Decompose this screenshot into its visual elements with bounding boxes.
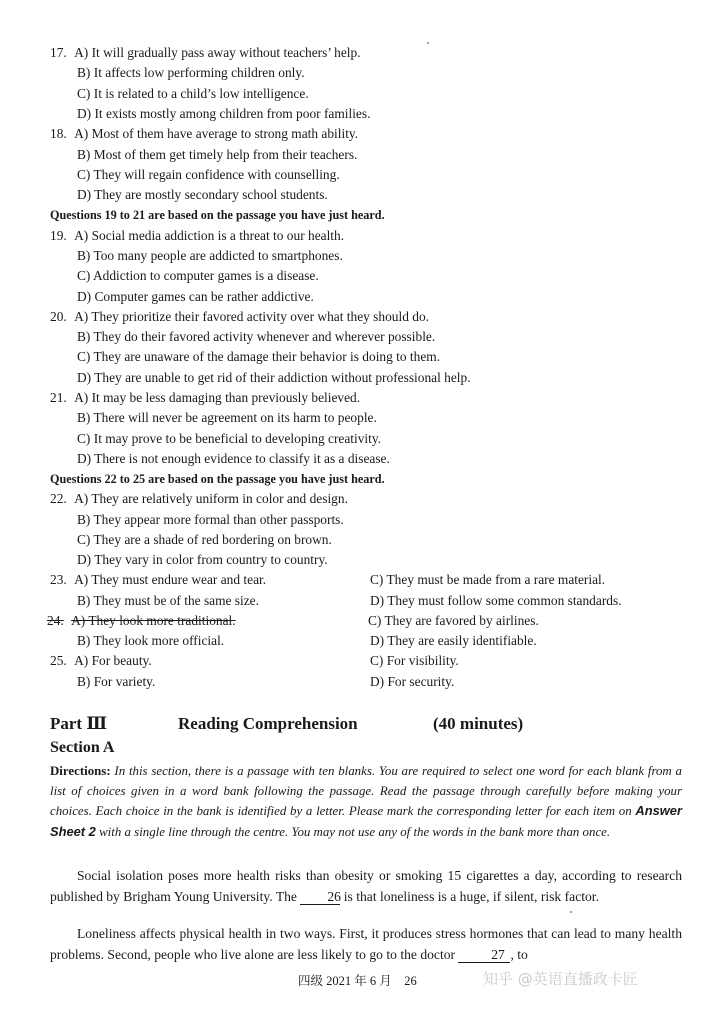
question-number: 25. bbox=[50, 653, 67, 668]
option-a: A) They must endure wear and tear. bbox=[74, 572, 267, 587]
question-number: 17. bbox=[50, 45, 67, 60]
option-c: C) It may prove to be beneficial to developing creativity. bbox=[77, 431, 382, 446]
passage-paragraph-2: Loneliness affects physical health in two ways. First, it produces stress hormones that can lead to many health problems. Second, people who live alone are less likely to go to the doctor 27 , to bbox=[50, 926, 682, 962]
option-c: C) For visibility. bbox=[370, 653, 459, 668]
option-b: B) They must be of the same size. bbox=[77, 593, 259, 608]
option-c: C) They must be made from a rare material. bbox=[370, 572, 606, 587]
question-number: 24. bbox=[47, 613, 64, 628]
directions bbox=[50, 761, 682, 842]
question-number: 23. bbox=[50, 572, 67, 587]
question-19 bbox=[50, 227, 344, 245]
option-a: A) They prioritize their favored activity over what they should do. bbox=[74, 309, 429, 324]
option-d: D) They are easily identifiable. bbox=[370, 633, 537, 648]
directions-text-end: with a single line through the centre. You may not use any of the words in the bank more than once. bbox=[95, 824, 611, 839]
option-d: D) They are unable to get rid of their addiction without professional help. bbox=[77, 370, 471, 385]
question-17 bbox=[50, 44, 361, 62]
option-d: D) They vary in color from country to country. bbox=[77, 552, 328, 567]
page-footer: 四级 2021 年 6 月 26 bbox=[298, 974, 417, 988]
option-a: A) Social media addiction is a threat to our health. bbox=[74, 228, 345, 243]
option-b: B) Most of them get timely help from their teachers. bbox=[77, 147, 358, 162]
option-c: C) It is related to a child’s low intelligence. bbox=[77, 86, 309, 101]
question-21 bbox=[50, 389, 360, 407]
scan-speck bbox=[570, 911, 572, 913]
option-d: D) Computer games can be rather addictive. bbox=[77, 289, 314, 304]
questions-19-21-heading: Questions 19 to 21 are based on the passage you have just heard. bbox=[50, 208, 385, 222]
directions-text: In this section, there is a passage with ten blanks. You are required to select one word for each blank from a list of choices given in a word bank following the passage. Read the passage through carefully before making your choices. Each choice in the bank is identified by a letter. Please mark the corresponding letter for each item on bbox=[50, 764, 682, 819]
option-c: C) They are a shade of red bordering on brown. bbox=[77, 532, 332, 547]
question-number: 22. bbox=[50, 491, 67, 506]
option-b: B) For variety. bbox=[77, 674, 156, 689]
question-18 bbox=[50, 125, 358, 143]
part-heading bbox=[50, 714, 524, 734]
option-d: D) For security. bbox=[370, 674, 455, 689]
option-b: B) They look more official. bbox=[77, 633, 225, 648]
section-heading: Section A bbox=[50, 739, 115, 756]
question-22 bbox=[50, 490, 348, 508]
option-a: A) They look more traditional. bbox=[71, 613, 236, 628]
questions-22-25-heading: Questions 22 to 25 are based on the passage you have just heard. bbox=[50, 472, 385, 486]
option-b: B) Too many people are addicted to smartphones. bbox=[77, 248, 343, 263]
option-a: A) It will gradually pass away without teachers’ help. bbox=[74, 45, 361, 60]
part-title: Reading Comprehension bbox=[178, 714, 358, 733]
option-d: D) They are mostly secondary school students. bbox=[77, 187, 328, 202]
question-25 bbox=[50, 652, 152, 670]
question-number: 19. bbox=[50, 228, 67, 243]
question-23 bbox=[50, 571, 266, 589]
question-number: 21. bbox=[50, 390, 67, 405]
answer-sheet-ref: Answer Sheet 2 bbox=[50, 803, 682, 839]
option-b: B) It affects low performing children only. bbox=[77, 65, 305, 80]
option-d: D) There is not enough evidence to classify it as a disease. bbox=[77, 451, 390, 466]
option-a: A) They are relatively uniform in color and design. bbox=[74, 491, 348, 506]
option-c: C) They are unaware of the damage their behavior is doing to them. bbox=[77, 349, 441, 364]
option-c: C) They will regain confidence with counselling. bbox=[77, 167, 340, 182]
option-b: B) They appear more formal than other passports. bbox=[77, 512, 344, 527]
question-24 bbox=[47, 612, 236, 630]
option-c: C) They are favored by airlines. bbox=[368, 613, 539, 628]
question-number: 18. bbox=[50, 126, 67, 141]
directions-label: Directions: bbox=[50, 764, 111, 778]
question-number: 20. bbox=[50, 309, 67, 324]
option-a: A) Most of them have average to strong math ability. bbox=[74, 126, 359, 141]
option-d: D) It exists mostly among children from poor families. bbox=[77, 106, 371, 121]
part-label: Part Ⅲ bbox=[50, 714, 108, 733]
option-b: B) They do their favored activity whenever and wherever possible. bbox=[77, 329, 436, 344]
watermark: 知乎 @英语直播政卡匠 bbox=[483, 970, 638, 988]
question-20 bbox=[50, 308, 429, 326]
blank-27: 27 bbox=[458, 947, 510, 963]
option-c: C) Addiction to computer games is a disease. bbox=[77, 268, 319, 283]
scan-speck bbox=[427, 42, 429, 44]
option-a: A) For beauty. bbox=[74, 653, 152, 668]
option-b: B) There will never be agreement on its harm to people. bbox=[77, 410, 377, 425]
blank-26: 26 bbox=[300, 889, 340, 905]
option-a: A) It may be less damaging than previously believed. bbox=[74, 390, 361, 405]
passage-paragraph-1: Social isolation poses more health risks than obesity or smoking 15 cigarettes a day, according to research published by Brigham Young University. The 26 is that loneliness is a huge, if silent, risk factor. bbox=[50, 868, 682, 904]
part-time: (40 minutes) bbox=[433, 714, 524, 733]
option-d: D) They must follow some common standards. bbox=[370, 593, 622, 608]
